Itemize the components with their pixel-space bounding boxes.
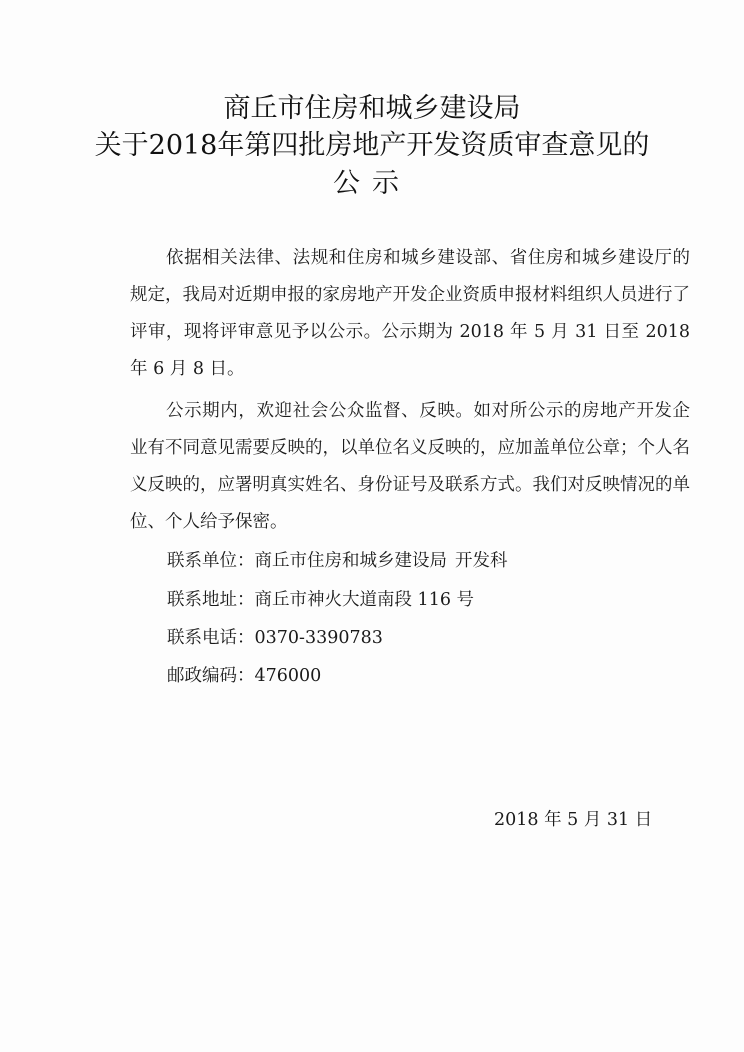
body-paragraph-1: 依据相关法律、法规和住房和城乡建设部、省住房和城乡建设厅的规定，我局对近期申报的家房地产开发企业资质申报材料组织人员进行了评审，现将评审意见予以公示。公示期为 2018 年 5 月 31 日至 2018 年 6 月 8 日。 xyxy=(130,248,690,379)
title-line-2: 关于2018年第四批房地产开发资质审查意见的 xyxy=(94,130,650,161)
publish-date: 2018 年 5 月 31 日 xyxy=(494,810,653,830)
contact-address xyxy=(167,582,474,619)
contact-postcode xyxy=(167,658,321,695)
contact-address-value: 商丘市神火大道南段 116 号 xyxy=(254,590,475,610)
contact-unit-dept: 开发科 xyxy=(455,551,508,571)
contact-phone xyxy=(167,620,383,657)
title-line-1: 商丘市住房和城乡建设局 xyxy=(223,93,521,124)
contact-address-label: 联系地址： xyxy=(167,590,255,610)
contact-unit xyxy=(167,543,508,580)
contact-postcode-label: 邮政编码： xyxy=(167,666,255,686)
contact-unit-label: 联系单位： xyxy=(167,551,255,571)
contact-unit-value: 商丘市住房和城乡建设局 xyxy=(254,551,447,571)
contact-postcode-value: 476000 xyxy=(254,666,322,686)
body-paragraph-2: 公示期内，欢迎社会公众监督、反映。如对所公示的房地产开发企业有不同意见需要反映的，以单位名义反映的，应加盖单位公章；个人名义反映的，应署明真实姓名、身份证号及联系方式。我们对反映情况的单位、个人给予保密。 xyxy=(130,401,690,532)
contact-phone-value: 0370-3390783 xyxy=(254,628,383,648)
title-line-3: 公示 xyxy=(333,168,411,199)
contact-phone-label: 联系电话： xyxy=(167,628,255,648)
